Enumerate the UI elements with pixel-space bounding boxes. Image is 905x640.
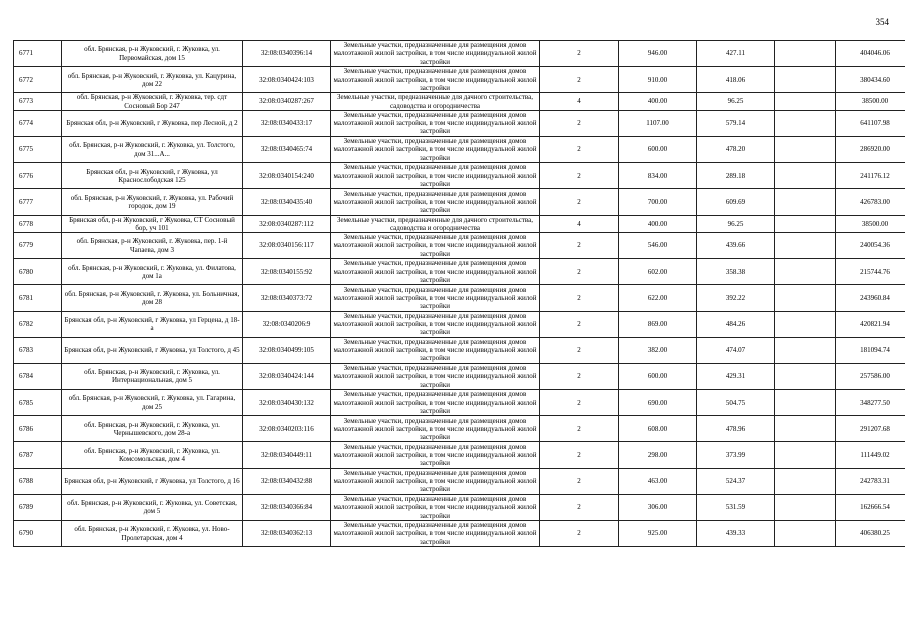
area-cell: 925.00 <box>619 521 697 547</box>
cadastral-number-cell: 32:08:0340362:13 <box>243 521 331 547</box>
cadastral-value-cell: 111449.02 <box>836 442 905 468</box>
category-group-cell: 2 <box>540 494 619 520</box>
specific-value-cell: 427.11 <box>697 41 775 67</box>
specific-value-cell: 504.75 <box>697 390 775 416</box>
category-group-cell: 2 <box>540 259 619 285</box>
address-cell: обл. Брянская, р-н Жуковский, г. Жуковка, ул. Толстого, дом 31...А... <box>62 136 243 162</box>
category-group-cell: 2 <box>540 41 619 67</box>
page-number: 354 <box>875 17 889 27</box>
area-cell: 834.00 <box>619 163 697 189</box>
cadastral-number-cell: 32:08:0340156:117 <box>243 232 331 258</box>
table-row <box>14 285 905 311</box>
land-use-description-cell: Земельные участки, предназначенные для размещения домов малоэтажной жилой застройки, в том числе индивидуальной жилой застройки <box>331 521 540 547</box>
cadastral-value-cell: 641107.98 <box>836 110 905 136</box>
land-use-description-cell: Земельные участки, предназначенные для размещения домов малоэтажной жилой застройки, в том числе индивидуальной жилой застройки <box>331 259 540 285</box>
specific-value-cell: 531.59 <box>697 494 775 520</box>
area-cell: 382.00 <box>619 337 697 363</box>
table-row <box>14 442 905 468</box>
area-cell: 463.00 <box>619 468 697 494</box>
address-cell: обл. Брянская, р-н Жуковский, г. Жуковка, ул. Ново-Пролетарская, дом 4 <box>62 521 243 547</box>
cadastral-value-cell: 286920.00 <box>836 136 905 162</box>
category-group-cell: 4 <box>540 215 619 232</box>
empty-cell <box>775 259 836 285</box>
land-use-description-cell: Земельные участки, предназначенные для размещения домов малоэтажной жилой застройки, в том числе индивидуальной жилой застройки <box>331 416 540 442</box>
category-group-cell: 2 <box>540 285 619 311</box>
cadastral-number-cell: 32:08:0340155:92 <box>243 259 331 285</box>
row-number: 6780 <box>14 259 62 285</box>
specific-value-cell: 439.33 <box>697 521 775 547</box>
table-row <box>14 311 905 337</box>
specific-value-cell: 478.20 <box>697 136 775 162</box>
category-group-cell: 2 <box>540 390 619 416</box>
address-cell: обл. Брянская, р-н Жуковский, г. Жуковка, ул. Комсомольская, дом 4 <box>62 442 243 468</box>
empty-cell <box>775 189 836 215</box>
category-group-cell: 2 <box>540 468 619 494</box>
cadastral-value-cell: 215744.76 <box>836 259 905 285</box>
category-group-cell: 2 <box>540 311 619 337</box>
cadastral-number-cell: 32:08:0340396:14 <box>243 41 331 67</box>
row-number: 6790 <box>14 521 62 547</box>
area-cell: 546.00 <box>619 232 697 258</box>
area-cell: 910.00 <box>619 67 697 93</box>
table-row <box>14 41 905 67</box>
land-use-description-cell: Земельные участки, предназначенные для размещения домов малоэтажной жилой застройки, в том числе индивидуальной жилой застройки <box>331 136 540 162</box>
row-number: 6779 <box>14 232 62 258</box>
table-row <box>14 232 905 258</box>
area-cell: 869.00 <box>619 311 697 337</box>
cadastral-number-cell: 32:08:0340433:17 <box>243 110 331 136</box>
category-group-cell: 2 <box>540 416 619 442</box>
address-cell: Брянская обл, р-н Жуковский, г Жуковка, СТ Сосновый бор, уч 101 <box>62 215 243 232</box>
row-number: 6777 <box>14 189 62 215</box>
specific-value-cell: 609.69 <box>697 189 775 215</box>
area-cell: 622.00 <box>619 285 697 311</box>
address-cell: Брянская обл, р-н Жуковский, г Жуковка, ул Толстого, д 45 <box>62 337 243 363</box>
empty-cell <box>775 93 836 110</box>
cadastral-value-cell: 181094.74 <box>836 337 905 363</box>
category-group-cell: 2 <box>540 521 619 547</box>
category-group-cell: 2 <box>540 163 619 189</box>
land-use-description-cell: Земельные участки, предназначенные для размещения домов малоэтажной жилой застройки, в том числе индивидуальной жилой застройки <box>331 41 540 67</box>
land-use-description-cell: Земельные участки, предназначенные для размещения домов малоэтажной жилой застройки, в том числе индивидуальной жилой застройки <box>331 189 540 215</box>
table-row <box>14 93 905 110</box>
row-number: 6776 <box>14 163 62 189</box>
cadastral-value-cell: 257586.00 <box>836 363 905 389</box>
cadastral-value-cell: 406380.25 <box>836 521 905 547</box>
address-cell: Брянская обл, р-н Жуковский, г Жуковка, ул Краснослободская 125 <box>62 163 243 189</box>
address-cell: обл. Брянская, р-н Жуковский, г. Жуковка, ул. Советская, дом 5 <box>62 494 243 520</box>
table-row <box>14 337 905 363</box>
empty-cell <box>775 110 836 136</box>
specific-value-cell: 96.25 <box>697 215 775 232</box>
category-group-cell: 2 <box>540 189 619 215</box>
specific-value-cell: 418.06 <box>697 67 775 93</box>
table-row <box>14 363 905 389</box>
address-cell: обл. Брянская, р-н Жуковский, г. Жуковка, ул. Больничная, дом 28 <box>62 285 243 311</box>
empty-cell <box>775 521 836 547</box>
specific-value-cell: 289.18 <box>697 163 775 189</box>
cadastral-number-cell: 32:08:0340287:112 <box>243 215 331 232</box>
category-group-cell: 4 <box>540 93 619 110</box>
address-cell: обл. Брянская, р-н Жуковский, г. Жуковка, ул. Кацурина, дом 22 <box>62 67 243 93</box>
cadastral-number-cell: 32:08:0340373:72 <box>243 285 331 311</box>
address-cell: обл. Брянская, р-н Жуковский, г. Жуковка, тер. сдт Сосновый Бор 247 <box>62 93 243 110</box>
land-use-description-cell: Земельные участки, предназначенные для размещения домов малоэтажной жилой застройки, в том числе индивидуальной жилой застройки <box>331 67 540 93</box>
row-number: 6774 <box>14 110 62 136</box>
category-group-cell: 2 <box>540 67 619 93</box>
land-use-description-cell: Земельные участки, предназначенные для размещения домов малоэтажной жилой застройки, в том числе индивидуальной жилой застройки <box>331 363 540 389</box>
address-cell: обл. Брянская, р-н Жуковский, г. Жуковка, ул. Гагарина, дом 25 <box>62 390 243 416</box>
land-use-description-cell: Земельные участки, предназначенные для размещения домов малоэтажной жилой застройки, в том числе индивидуальной жилой застройки <box>331 494 540 520</box>
area-cell: 946.00 <box>619 41 697 67</box>
area-cell: 608.00 <box>619 416 697 442</box>
area-cell: 602.00 <box>619 259 697 285</box>
specific-value-cell: 484.26 <box>697 311 775 337</box>
row-number: 6778 <box>14 215 62 232</box>
table-row <box>14 215 905 232</box>
area-cell: 306.00 <box>619 494 697 520</box>
table-row <box>14 390 905 416</box>
land-use-description-cell: Земельные участки, предназначенные для размещения домов малоэтажной жилой застройки, в том числе индивидуальной жилой застройки <box>331 285 540 311</box>
area-cell: 1107.00 <box>619 110 697 136</box>
cadastral-value-cell: 348277.50 <box>836 390 905 416</box>
address-cell: Брянская обл, р-н Жуковский, г Жуковка, ул Толстого, д 16 <box>62 468 243 494</box>
land-use-description-cell: Земельные участки, предназначенные для размещения домов малоэтажной жилой застройки, в том числе индивидуальной жилой застройки <box>331 390 540 416</box>
row-number: 6771 <box>14 41 62 67</box>
empty-cell <box>775 390 836 416</box>
row-number: 6788 <box>14 468 62 494</box>
cadastral-value-cell: 426783.00 <box>836 189 905 215</box>
row-number: 6772 <box>14 67 62 93</box>
land-use-description-cell: Земельные участки, предназначенные для размещения домов малоэтажной жилой застройки, в том числе индивидуальной жилой застройки <box>331 442 540 468</box>
specific-value-cell: 96.25 <box>697 93 775 110</box>
cadastral-value-cell: 380434.60 <box>836 67 905 93</box>
cadastral-number-cell: 32:08:0340424:144 <box>243 363 331 389</box>
land-use-description-cell: Земельные участки, предназначенные для размещения домов малоэтажной жилой застройки, в том числе индивидуальной жилой застройки <box>331 232 540 258</box>
specific-value-cell: 579.14 <box>697 110 775 136</box>
row-number: 6781 <box>14 285 62 311</box>
table-row <box>14 67 905 93</box>
empty-cell <box>775 416 836 442</box>
specific-value-cell: 429.31 <box>697 363 775 389</box>
row-number: 6786 <box>14 416 62 442</box>
cadastral-value-cell: 38500.00 <box>836 93 905 110</box>
address-cell: обл. Брянская, р-н Жуковский, г. Жуковка, ул. Рабочий городок, дом 19 <box>62 189 243 215</box>
cadastral-number-cell: 32:08:0340432:88 <box>243 468 331 494</box>
empty-cell <box>775 41 836 67</box>
empty-cell <box>775 285 836 311</box>
empty-cell <box>775 468 836 494</box>
cadastral-number-cell: 32:08:0340430:132 <box>243 390 331 416</box>
empty-cell <box>775 494 836 520</box>
cadastral-value-cell: 242783.31 <box>836 468 905 494</box>
area-cell: 700.00 <box>619 189 697 215</box>
address-cell: Брянская обл, р-н Жуковский, г Жуковка, пер Лесной, д 2 <box>62 110 243 136</box>
cadastral-value-cell: 420821.94 <box>836 311 905 337</box>
row-number: 6782 <box>14 311 62 337</box>
land-use-description-cell: Земельные участки, предназначенные для дачного строительства, садоводства и огородничества <box>331 93 540 110</box>
category-group-cell: 2 <box>540 136 619 162</box>
empty-cell <box>775 215 836 232</box>
table-row <box>14 468 905 494</box>
cadastral-number-cell: 32:08:0340154:240 <box>243 163 331 189</box>
area-cell: 298.00 <box>619 442 697 468</box>
land-use-description-cell: Земельные участки, предназначенные для размещения домов малоэтажной жилой застройки, в том числе индивидуальной жилой застройки <box>331 163 540 189</box>
cadastral-value-cell: 38500.00 <box>836 215 905 232</box>
specific-value-cell: 358.38 <box>697 259 775 285</box>
specific-value-cell: 392.22 <box>697 285 775 311</box>
row-number: 6784 <box>14 363 62 389</box>
row-number: 6775 <box>14 136 62 162</box>
row-number: 6783 <box>14 337 62 363</box>
cadastral-value-cell: 243960.84 <box>836 285 905 311</box>
empty-cell <box>775 311 836 337</box>
row-number: 6773 <box>14 93 62 110</box>
address-cell: обл. Брянская, р-н Жуковский, г. Жуковка, ул. Филатова, дом 1а <box>62 259 243 285</box>
category-group-cell: 2 <box>540 110 619 136</box>
cadastral-number-cell: 32:08:0340465:74 <box>243 136 331 162</box>
specific-value-cell: 439.66 <box>697 232 775 258</box>
land-use-description-cell: Земельные участки, предназначенные для размещения домов малоэтажной жилой застройки, в том числе индивидуальной жилой застройки <box>331 337 540 363</box>
row-number: 6789 <box>14 494 62 520</box>
land-registry-table <box>13 40 905 547</box>
specific-value-cell: 474.07 <box>697 337 775 363</box>
cadastral-number-cell: 32:08:0340424:103 <box>243 67 331 93</box>
specific-value-cell: 478.96 <box>697 416 775 442</box>
land-use-description-cell: Земельные участки, предназначенные для дачного строительства, садоводства и огородничества <box>331 215 540 232</box>
table-row <box>14 416 905 442</box>
category-group-cell: 2 <box>540 442 619 468</box>
row-number: 6785 <box>14 390 62 416</box>
address-cell: обл. Брянская, р-н Жуковский, г. Жуковка, пер. 1-й Чапаева, дом 3 <box>62 232 243 258</box>
address-cell: обл. Брянская, р-н Жуковский, г. Жуковка, ул. Первомайская, дом 15 <box>62 41 243 67</box>
table-body <box>14 41 905 547</box>
address-cell: обл. Брянская, р-н Жуковский, г. Жуковка, ул. Чернышевского, дом 28-а <box>62 416 243 442</box>
category-group-cell: 2 <box>540 232 619 258</box>
specific-value-cell: 524.37 <box>697 468 775 494</box>
empty-cell <box>775 442 836 468</box>
area-cell: 400.00 <box>619 93 697 110</box>
category-group-cell: 2 <box>540 363 619 389</box>
cadastral-number-cell: 32:08:0340287:267 <box>243 93 331 110</box>
cadastral-number-cell: 32:08:0340449:11 <box>243 442 331 468</box>
area-cell: 690.00 <box>619 390 697 416</box>
table-row <box>14 521 905 547</box>
empty-cell <box>775 232 836 258</box>
row-number: 6787 <box>14 442 62 468</box>
cadastral-number-cell: 32:08:0340366:84 <box>243 494 331 520</box>
specific-value-cell: 373.99 <box>697 442 775 468</box>
cadastral-value-cell: 291207.68 <box>836 416 905 442</box>
category-group-cell: 2 <box>540 337 619 363</box>
area-cell: 400.00 <box>619 215 697 232</box>
area-cell: 600.00 <box>619 136 697 162</box>
cadastral-value-cell: 162666.54 <box>836 494 905 520</box>
table-row <box>14 259 905 285</box>
cadastral-value-cell: 241176.12 <box>836 163 905 189</box>
land-use-description-cell: Земельные участки, предназначенные для размещения домов малоэтажной жилой застройки, в том числе индивидуальной жилой застройки <box>331 311 540 337</box>
cadastral-number-cell: 32:08:0340435:40 <box>243 189 331 215</box>
cadastral-value-cell: 404046.06 <box>836 41 905 67</box>
land-use-description-cell: Земельные участки, предназначенные для размещения домов малоэтажной жилой застройки, в том числе индивидуальной жилой застройки <box>331 110 540 136</box>
cadastral-number-cell: 32:08:0340203:116 <box>243 416 331 442</box>
table-row <box>14 136 905 162</box>
empty-cell <box>775 363 836 389</box>
table-row <box>14 494 905 520</box>
cadastral-value-cell: 240054.36 <box>836 232 905 258</box>
table-row <box>14 110 905 136</box>
cadastral-number-cell: 32:08:0340206:9 <box>243 311 331 337</box>
empty-cell <box>775 337 836 363</box>
empty-cell <box>775 67 836 93</box>
table-row <box>14 189 905 215</box>
empty-cell <box>775 136 836 162</box>
empty-cell <box>775 163 836 189</box>
address-cell: Брянская обл, р-н Жуковский, г Жуковка, ул Герцена, д 18-а <box>62 311 243 337</box>
land-use-description-cell: Земельные участки, предназначенные для размещения домов малоэтажной жилой застройки, в том числе индивидуальной жилой застройки <box>331 468 540 494</box>
address-cell: обл. Брянская, р-н Жуковский, г. Жуковка, ул. Интернациональная, дом 5 <box>62 363 243 389</box>
table-row <box>14 163 905 189</box>
area-cell: 600.00 <box>619 363 697 389</box>
cadastral-number-cell: 32:08:0340499:105 <box>243 337 331 363</box>
